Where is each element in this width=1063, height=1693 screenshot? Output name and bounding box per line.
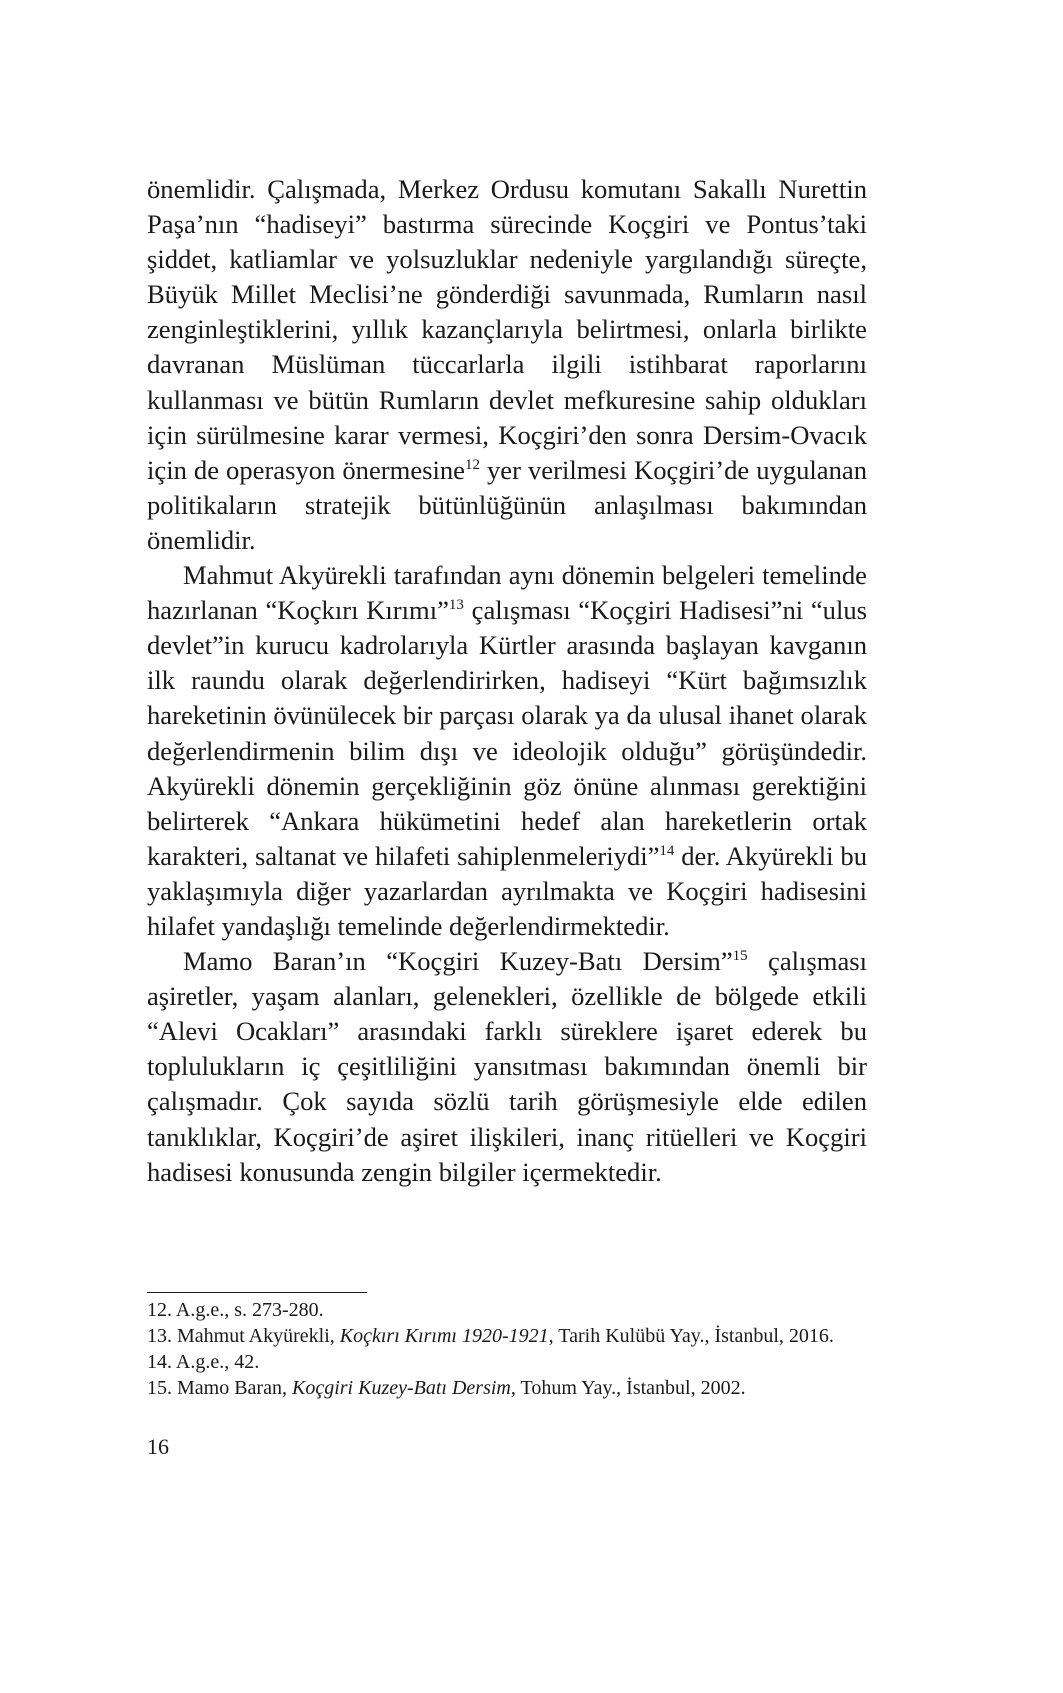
footnote-15 bbox=[147, 1375, 867, 1401]
footnote-ref-12[interactable]: 12 bbox=[464, 456, 480, 473]
paragraph-2 bbox=[147, 558, 867, 944]
footnote-13-publisher: , Tarih Kulübü Yay., İstanbul, 2016. bbox=[548, 1325, 834, 1347]
footnote-13 bbox=[147, 1323, 867, 1349]
paragraph-2-text-a: Mahmut Akyürekli tarafından aynı dönemin belgeleri temelinde hazırlanan “Koçkırı Kırımı” bbox=[147, 560, 867, 626]
paragraph-1 bbox=[147, 172, 867, 558]
page-number: 16 bbox=[147, 1434, 169, 1459]
paragraph-1-text: önemlidir. Çalışmada, Merkez Ordusu komutanı Sakallı Nurettin Paşa’nın “hadiseyi” bastırma sürecinde Koçgiri ve Pontus’taki şiddet, katliamlar ve yolsuzluklar nedeniyle yargılandığı süreçte, Büyük Millet Meclisi’ne gönderdiği savunmada, Rumların nasıl zenginleştiklerini, yıllık kazançlarıyla belirtmesi, onlarla birlikte davranan Müslüman tüccarlarla ilgili istihbarat raporlarını kullanması ve bütün Rumların devlet mefkuresine sahip oldukları için sürülmesine karar vermesi, Koçgiri’den sonra Dersim-Ovacık için de operasyon önermesine bbox=[147, 174, 867, 485]
footnote-ref-15[interactable]: 15 bbox=[732, 948, 748, 965]
footnote-13-title: Koçkırı Kırımı 1920-1921 bbox=[339, 1325, 549, 1347]
footnote-ref-14[interactable]: 14 bbox=[659, 842, 675, 859]
footnote-15-title: Koçgiri Kuzey-Batı Dersim bbox=[291, 1377, 511, 1399]
paragraph-2-text-c: der. Akyürekli bu yaklaşımıyla diğer yazarlardan ayrılmakta ve Koçgiri hadisesini hilafet yandaşlığı temelinde değerlendirmektedir. bbox=[147, 840, 867, 941]
paragraph-3-text-b: çalışması aşiretler, yaşam alanları, gelenekleri, özellikle de bölgede etkili “Alevi Ocakları” arasındaki farklı süreklere işaret ederek bu toplulukların iç çeşitliliğini yansıtması bakımından önemli bir çalışmadır. Çok sayıda sözlü tarih görüşmesiyle elde edilen tanıklıklar, Koçgiri’de aşiret ilişkileri, inanç ritüelleri ve Koçgiri hadisesi konusunda zengin bilgiler içermektedir. bbox=[147, 946, 868, 1187]
footnote-14: 14. A.g.e., 42. bbox=[147, 1351, 260, 1373]
paragraph-3-text-a: Mamo Baran’ın “Koçgiri Kuzey-Batı Dersim” bbox=[183, 946, 733, 977]
footnote-13-author: 13. Mahmut Akyürekli, bbox=[147, 1325, 340, 1347]
footnote-15-author: 15. Mamo Baran, bbox=[147, 1377, 292, 1399]
footnotes bbox=[147, 1297, 867, 1401]
footnote-divider bbox=[147, 1292, 367, 1293]
footnote-12: 12. A.g.e., s. 273-280. bbox=[147, 1299, 324, 1321]
footnote-ref-13[interactable]: 13 bbox=[448, 597, 464, 614]
paragraph-1-text-end: yer verilmesi Koçgiri’de uygulanan politikaların stratejik bütünlüğünün anlaşılması bakımından önemlidir. bbox=[147, 454, 867, 555]
footnote-15-publisher: , Tohum Yay., İstanbul, 2002. bbox=[510, 1377, 746, 1399]
paragraph-3 bbox=[147, 944, 867, 1190]
paragraph-2-text-b: çalışması “Koçgiri Hadisesi”ni “ulus devlet”in kurucu kadrolarıyla Kürtler arasında başlayan kavganın ilk raundu olarak değerlendirirken, hadiseyi “Kürt bağımsızlık hareketinin övünülecek bir parçası olarak ya da ulusal ihanet olarak değerlendirmenin bilim dışı ve ideolojik olduğu” görüşündedir. Akyürekli dönemin gerçekliğinin göz önüne alınması gerektiğini belirterek “Ankara hükümetini hedef alan hareketlerin ortak karakteri, saltanat ve hilafeti sahiplenmeleriydi” bbox=[147, 595, 867, 871]
body-text bbox=[147, 172, 867, 1190]
